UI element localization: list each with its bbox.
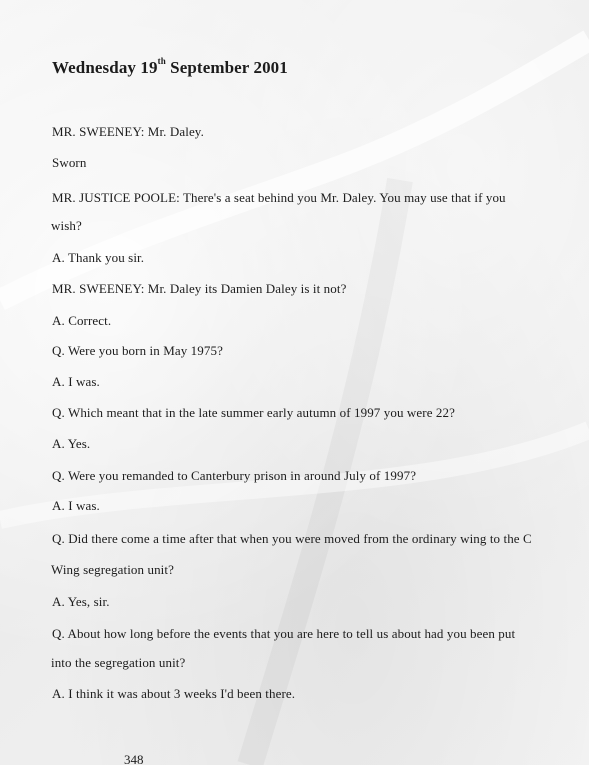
transcript-line: A. I was. [52, 498, 100, 513]
transcript-line: A. Thank you sir. [52, 250, 145, 265]
date-weekday: Wednesday [52, 58, 137, 77]
transcript-line: wish? [51, 218, 82, 233]
page-number: 348 [124, 752, 144, 765]
transcript-line: A. I think it was about 3 weeks I'd been there. [52, 686, 296, 701]
transcript-line: A. Correct. [52, 313, 112, 328]
date-day: 19th [140, 56, 166, 77]
transcript-line: Q. Were you remanded to Canterbury prison in around July of 1997? [52, 468, 417, 483]
transcript-line: A. Yes, sir. [52, 594, 110, 609]
transcript-line: Sworn [52, 155, 87, 170]
transcript-line: into the segregation unit? [51, 655, 186, 670]
transcript-line: MR. SWEENEY: Mr. Daley. [52, 124, 204, 139]
transcript-line: MR. SWEENEY: Mr. Daley its Damien Daley is it not? [52, 281, 347, 296]
transcript-line: MR. JUSTICE POOLE: There's a seat behind you Mr. Daley. You may use that if you [52, 190, 506, 205]
transcript-line: Q. Were you born in May 1975? [52, 343, 223, 358]
transcript-line: A. I was. [52, 374, 100, 389]
transcript-line: A. Yes. [52, 436, 91, 451]
date-heading [52, 58, 288, 78]
date-ordinal: th [157, 56, 166, 66]
transcript-line: Q. Did there come a time after that when you were moved from the ordinary wing to the C [52, 531, 532, 546]
transcript-line: Q. Which meant that in the late summer early autumn of 1997 you were 22? [52, 405, 455, 420]
date-month-year: September 2001 [170, 58, 288, 77]
transcript-line: Q. About how long before the events that you are here to tell us about had you been put [52, 626, 516, 641]
transcript-line: Wing segregation unit? [51, 562, 174, 577]
